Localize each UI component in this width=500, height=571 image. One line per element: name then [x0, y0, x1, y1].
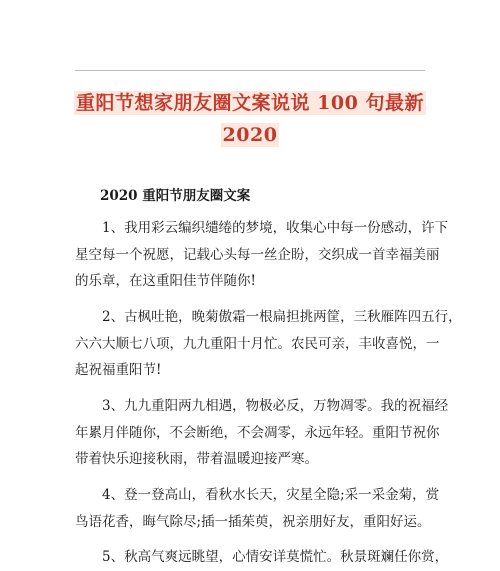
paragraph-line: 六六大顺七八项，九九重阳十月忙。农民可亲，丰收喜悦，一: [75, 335, 440, 352]
paragraph-5: [75, 544, 455, 571]
paragraph-line: 带着快乐迎接秋雨，带着温暖迎接严寒。: [75, 451, 318, 467]
header-rule: [75, 70, 425, 71]
title-line-1: 重阳节想家朋友圈文案说说 100 句最新: [76, 92, 424, 114]
document-title: [40, 88, 460, 115]
paragraph-line: 鸟语花香，晦气除尽;插一插茱萸，祝亲朋好友，重阳好运。: [75, 513, 431, 530]
paragraph-line: 星空每一个祝愿，记载心头每一丝企盼，交织成一首幸福美丽: [75, 246, 440, 263]
paragraph-line: 5、秋高气爽远眺望，心情安详莫慌忙。秋景斑斓任你赏，: [102, 549, 449, 565]
paragraph-2: [75, 304, 462, 384]
paragraph-3: [75, 393, 455, 473]
section-heading: 2020 重阳节朋友圈文案: [100, 188, 251, 204]
paragraph-line: 起祝福重阳节!: [75, 362, 162, 378]
document-title-year: [40, 124, 460, 146]
paragraph-line: 的乐章，在这重阳佳节伴随你!: [75, 273, 256, 289]
paragraph-4: [75, 482, 455, 535]
paragraph-line: 3、九九重阳两九相遇，物极必反，万物凋零。我的祝福经: [102, 398, 449, 414]
paragraph-line: 4、登一登高山，看秋水长天，灾星全隐;采一采金菊，赏: [102, 487, 440, 503]
title-line-2: 2020: [222, 124, 278, 146]
paragraph-1: [75, 215, 455, 295]
paragraph-line: 1、我用彩云编织缱绻的梦境，收集心中每一份感动，许下: [102, 220, 449, 236]
paragraph-line: 年累月伴随你，不会断绝，不会凋零，永远年轻。重阳节祝你: [75, 424, 440, 441]
paragraph-line: 2、古枫吐艳，晚菊傲霜一根扁担挑两筐，三秋雁阵四五行，: [102, 309, 462, 325]
